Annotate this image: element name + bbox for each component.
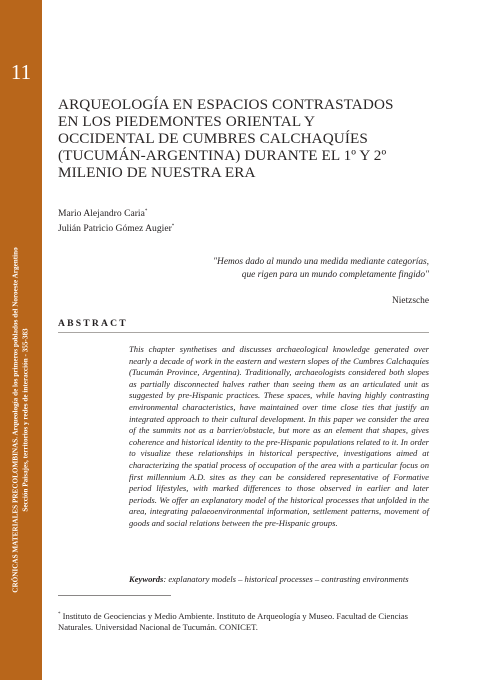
running-header-line-2: Sección Paisajes, territorios y redes de interacción - 355-383 [21, 328, 29, 512]
epigraph-author: Nietzsche [392, 296, 429, 306]
running-header-vertical [12, 160, 31, 680]
chapter-sidebar [0, 0, 42, 680]
author-name: Mario Alejandro Caria [58, 208, 145, 220]
keywords-text: : explanatory models – historical processes – contrasting environments [163, 574, 409, 584]
author-affiliation-mark: * [171, 223, 175, 229]
author-list [58, 206, 174, 235]
running-header-line-1: CRÓNICAS MATERIALES PRECOLOMBINAS. Arqueología de los primeros poblados del Noroeste Argentino [11, 247, 20, 593]
title-line: (TUCUMÁN-ARGENTINA) DURANTE EL 1º Y 2º [58, 147, 387, 164]
epigraph-line: "Hemos dado al mundo una medida mediante categorías, [213, 257, 429, 267]
author-affiliation-mark: * [144, 209, 148, 214]
epigraph-quote [149, 256, 429, 281]
author-2 [58, 221, 174, 236]
title-line: MILENIO DE NUESTRA ERA [58, 164, 256, 181]
title-line: ARQUEOLOGÍA EN ESPACIOS CONTRASTADOS [58, 96, 394, 113]
chapter-number: 11 [10, 60, 32, 84]
footnote-mark: * [58, 612, 61, 617]
footnote-affiliation [58, 609, 429, 634]
keywords-label: Keywords [129, 574, 164, 584]
abstract-heading: ABSTRACT [58, 318, 128, 329]
author-name: Julián Patricio Gómez Augier [58, 222, 172, 234]
epigraph-line: que rigen para un mundo completamente fingido" [241, 269, 429, 280]
footnote-text: Instituto de Geociencias y Medio Ambiente. Instituto de Arqueología y Museo. Facultad de Ciencias Naturales. Universidad Nacional de Tucumán. CONICET. [58, 610, 409, 633]
footnote-divider [58, 595, 171, 596]
title-line: OCCIDENTAL DE CUMBRES CALCHAQUÍES [58, 130, 368, 147]
author-1 [58, 206, 174, 221]
abstract-text: This chapter synthetises and discusses archaeological knowledge generated over nearly a decade of work in the eastern and western slopes of the Cumbres Calchaquíes (Tucumán Province, Argentina). Traditionally, archaeologists considered both slopes as partially disconnected halves rather than seeing them as an articulated unit as suggested by pre-Hispanic practices. These spaces, while having highly contrasting environmental characteristics, have maintained over time close ties that justify an integrated approach to their cultural development. In this paper we consider the area of the summits not as a barrier/obstacle, but more as an element that shapes, gives coherence and historical identity to the pre-Hispanic populations related to it. In order to visualize these relationships in historical perspective, investigations aimed at characterizing the spatial process of occupation of the area with a particular focus on first millennium A.D. sites as they can be considered representative of Formative period lifestyles, with marked differences to those observed in earlier and later periods. We offer an explanatory model of the historical processes that unfolded in the area, integrating palaeoenvironmental information, settlement patterns, movement of goods and social relations between the pre-Hispanic groups. [129, 344, 429, 528]
title-line: EN LOS PIEDEMONTES ORIENTAL Y [58, 113, 316, 130]
chapter-title [58, 96, 458, 181]
abstract-divider [58, 332, 429, 333]
keywords [129, 574, 439, 586]
